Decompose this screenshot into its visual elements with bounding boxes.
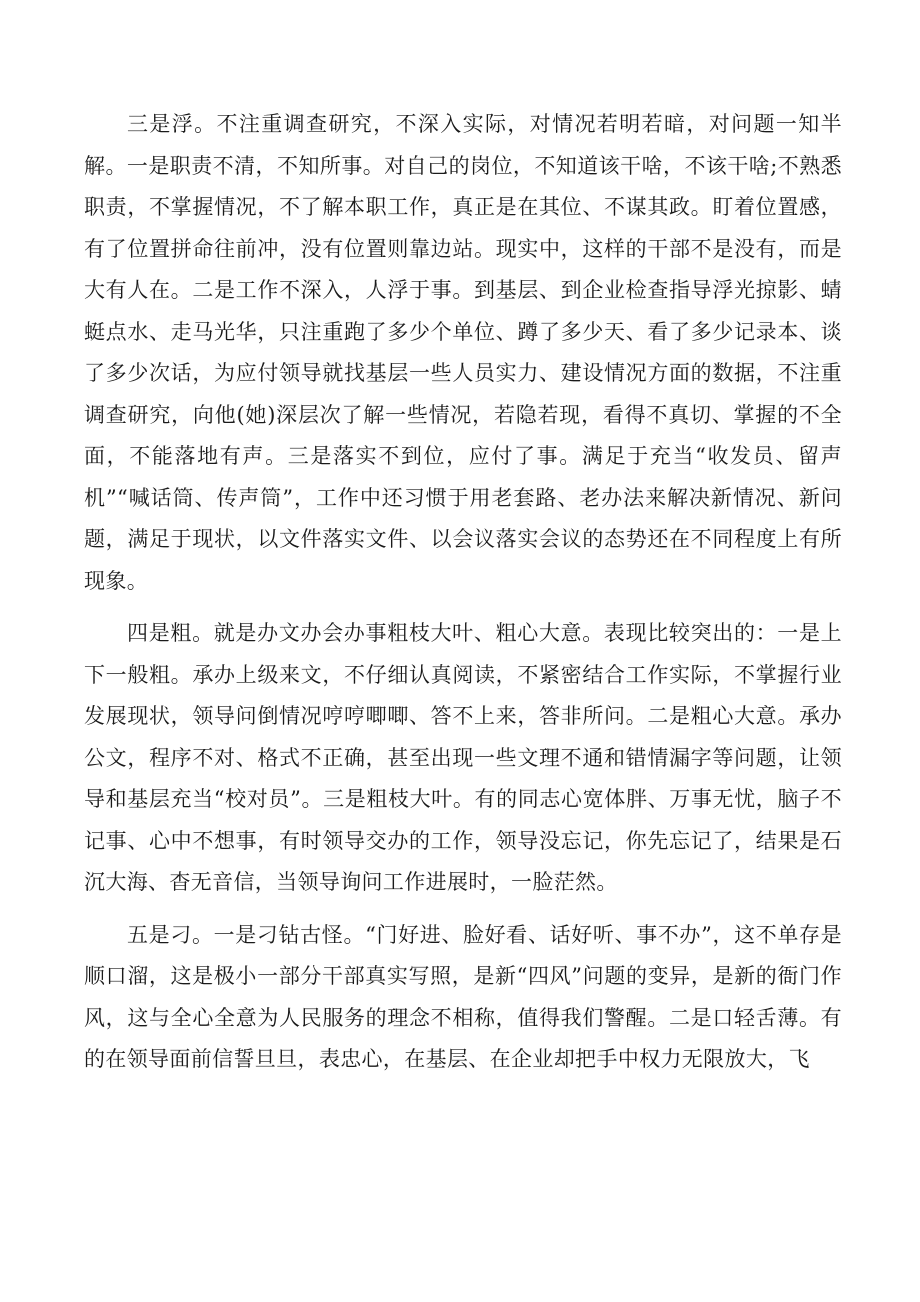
paragraph-san-shi-fu: 三是浮。不注重调查研究，不深入实际，对情况若明若暗，对问题一知半解。一是职责不清，不知所事。对自己的岗位，不知道该干啥，不该干啥;不熟悉职责，不掌握情况，不了解本职工作，真正是在其位、不谋其政。盯着位置感，有了位置拼命往前冲，没有位置则靠边站。现实中，这样的干部不是没有，而是大有人在。二是工作不深入，人浮于事。到基层、到企业检查指导浮光掠影、蜻蜓点水、走马光华，只注重跑了多少个单位、蹲了多少天、看了多少记录本、谈了多少次话，为应付领导就找基层一些人员实力、建设情况方面的数据，不注重调查研究，向他(她)深层次了解一些情况，若隐若现，看得不真切、掌握的不全面，不能落地有声。三是落实不到位，应付了事。满足于充当“收发员、留声机”“喊话筒、传声筒”，工作中还习惯于用老套路、老办法来解决新情况、新问题，满足于现状，以文件落实文件、以会议落实会议的态势还在不同程度上有所现象。: [84, 112, 842, 593]
document-page: [84, 104, 842, 1092]
paragraph-si-shi-cu: 四是粗。就是办文办会办事粗枝大叶、粗心大意。表现比较突出的：一是上下一般粗。承办上级来文，不仔细认真阅读，不紧密结合工作实际，不掌握行业发展现状，领导问倒情况哼哼唧唧、答不上来，答非所问。二是粗心大意。承办公文，程序不对、格式不正确，甚至出现一些文理不通和错情漏字等问题，让领导和基层充当“校对员”。三是粗枝大叶。有的同志心宽体胖、万事无忧，脑子不记事、心中不想事，有时领导交办的工作，领导没忘记，你先忘记了，结果是石沉大海、杳无音信，当领导询问工作进展时，一脸茫然。: [84, 621, 842, 894]
paragraph-wu-shi-diao: 五是刁。一是刁钻古怪。“门好进、脸好看、话好听、事不办”，这不单存是顺口溜，这是极小一部分干部真实写照，是新“四风”问题的变异，是新的衙门作风，这与全心全意为人民服务的理念不相称，值得我们警醒。二是口轻舌薄。有的在领导面前信誓旦旦，表忠心，在基层、在企业却把手中权力无限放大，飞: [84, 922, 842, 1071]
